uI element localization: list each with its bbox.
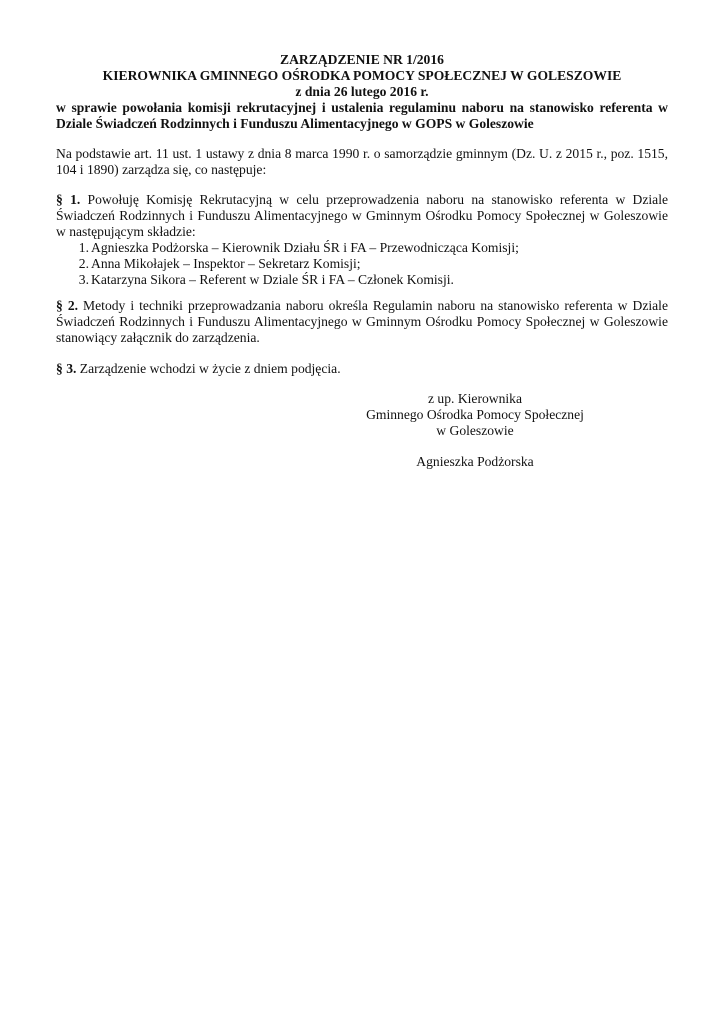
list-item-text: Katarzyna Sikora – Referent w Dziale ŚR i FA – Członek Komisji. bbox=[91, 272, 454, 287]
signature-institution: Gminnego Ośrodka Pomocy Społecznej bbox=[366, 407, 584, 422]
paragraph-3-text: Zarządzenie wchodzi w życie z dniem podjęcia. bbox=[79, 361, 341, 376]
list-item-text: Agnieszka Podżorska – Kierownik Działu ŚR i FA – Przewodnicząca Komisji; bbox=[91, 240, 519, 255]
paragraph-1-text: Powołuję Komisję Rekrutacyjną w celu przeprowadzenia naboru na stanowisko referenta w Dziale Świadczeń Rodzinnych i Funduszu Alimentacyjnego w Gminnym Ośrodku Pomocy Społecznej w Goleszowie w następującym składzie: bbox=[56, 192, 669, 239]
issuer: KIEROWNIKA GMINNEGO OŚRODKA POMOCY SPOŁECZNEJ W GOLESZOWIE bbox=[102, 68, 622, 83]
list-item bbox=[56, 256, 668, 272]
paragraph-3 bbox=[56, 361, 668, 377]
signature-authorization: z up. Kierownika bbox=[428, 391, 522, 406]
paragraph-1 bbox=[56, 192, 668, 288]
paragraph-3-number: § 3. bbox=[56, 361, 77, 376]
list-item-number: 2. bbox=[78, 256, 89, 271]
legal-basis: Na podstawie art. 11 ust. 1 ustawy z dnia 8 marca 1990 r. o samorządzie gminnym (Dz. U. z 2015 r., poz. 1515, 104 i 1890) zarządza się, co następuje: bbox=[56, 146, 668, 177]
list-item-text: Anna Mikołajek – Inspektor – Sekretarz Komisji; bbox=[91, 256, 361, 271]
committee-members-list bbox=[56, 240, 668, 288]
signature-block bbox=[340, 391, 610, 439]
paragraph-2-text: Metody i techniki przeprowadzania naboru określa Regulamin naboru na stanowisko referenta w Dziale Świadczeń Rodzinnych i Funduszu Alimentacyjnego w Gminnym Ośrodku Pomocy Społecznej w Goleszowie stanowiący załącznik do zarządzenia. bbox=[56, 298, 668, 345]
paragraph-2-number: § 2. bbox=[56, 298, 79, 313]
list-item-number: 3. bbox=[78, 272, 89, 287]
paragraph-1-body bbox=[56, 192, 668, 240]
list-item-number: 1. bbox=[78, 240, 89, 255]
issue-date: z dnia 26 lutego 2016 r. bbox=[295, 84, 429, 99]
document-header bbox=[56, 52, 668, 100]
list-item bbox=[56, 272, 668, 288]
signer-name: Agnieszka Podżorska bbox=[416, 454, 534, 469]
list-item bbox=[56, 240, 668, 256]
signature-location: w Goleszowie bbox=[436, 423, 514, 438]
paragraph-2 bbox=[56, 298, 668, 346]
paragraph-1-number: § 1. bbox=[56, 192, 81, 207]
ordinance-number: ZARZĄDZENIE NR 1/2016 bbox=[280, 52, 444, 67]
ordinance-subject: w sprawie powołania komisji rekrutacyjnej i ustalenia regulaminu naboru na stanowisko referenta w Dziale Świadczeń Rodzinnych i Funduszu Alimentacyjnego w GOPS w Goleszowie bbox=[56, 100, 668, 131]
